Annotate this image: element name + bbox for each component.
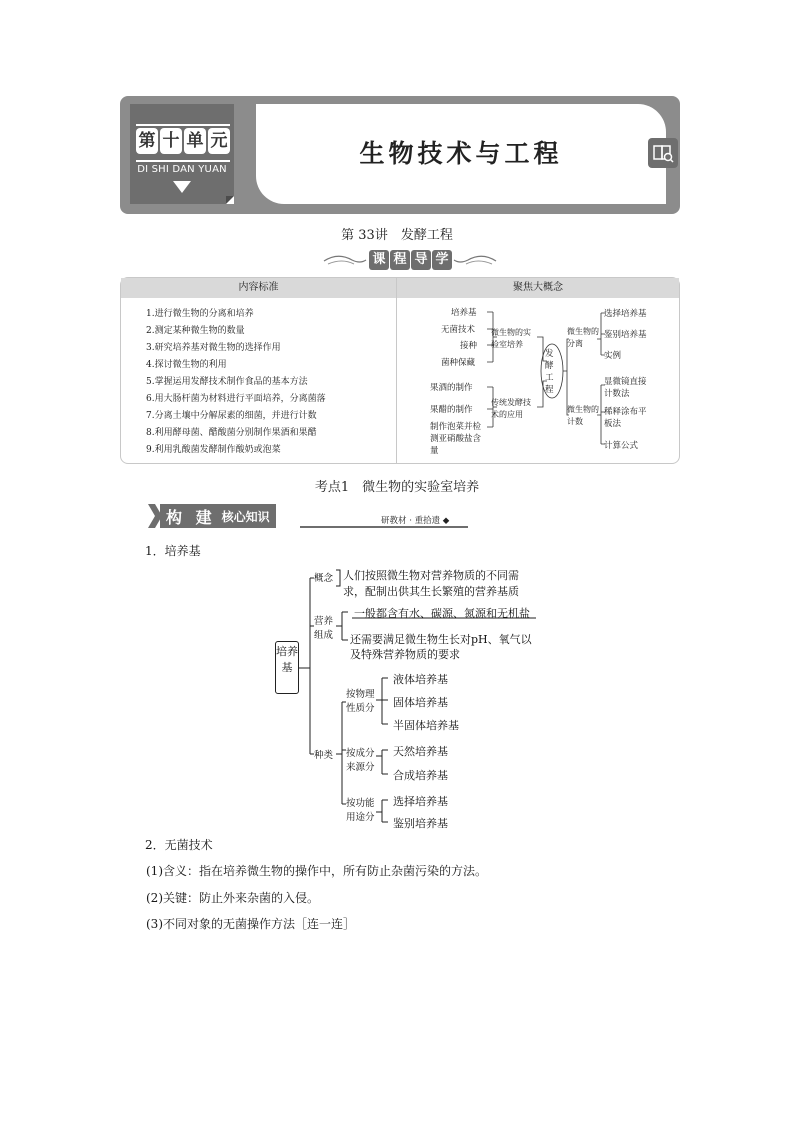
function-item: 鉴别培养基	[393, 817, 448, 830]
down-arrow-icon	[173, 181, 191, 193]
map-item: 显微镜直接计数法	[604, 377, 647, 399]
guide-char: 课	[369, 250, 389, 270]
by-source-label: 按成分来源分	[346, 748, 375, 773]
unit-char: 十	[160, 128, 182, 154]
list-item: 6.用大肠杆菌为材料进行平面培养，分离菌落	[146, 394, 326, 404]
section-title: 考点1 微生物的实验室培养	[314, 480, 480, 495]
map-item: 制作泡菜并检测亚硝酸盐含量	[430, 422, 482, 456]
culture-medium-root: 培养基	[275, 641, 299, 694]
key-paragraph: (2)关键：防止外来杂菌的入侵。	[146, 891, 319, 905]
build-small-label: 核心知识	[221, 509, 270, 524]
definition-paragraph: (1)含义：指在培养微生物的操作中，所有防止杂菌污染的方法。	[146, 864, 488, 878]
list-item: 7.分离土壤中分解尿素的细菌，并进行计数	[146, 411, 317, 421]
build-knowledge-heading	[160, 504, 276, 528]
map-item: 无菌技术	[441, 325, 476, 335]
nutrition-basic: 一般都含有水、碳源、氮源和无机盐	[354, 607, 530, 620]
heading-aseptic-technique: 2．无菌技术	[145, 838, 213, 852]
map-item: 果酒的制作	[430, 383, 473, 393]
list-item: 8.利用酵母菌、醋酸菌分别制作果酒和果醋	[146, 428, 317, 438]
methods-paragraph: (3)不同对象的无菌操作方法［连一连］	[146, 917, 355, 931]
function-item: 选择培养基	[393, 795, 448, 808]
unit-char: 元	[208, 128, 230, 154]
guide-char: 导	[411, 250, 431, 270]
source-item: 合成培养基	[393, 769, 448, 782]
list-item: 1.进行微生物的分离和培养	[146, 309, 254, 319]
build-note: 研教材 · 重拾遗 ◆	[381, 516, 450, 526]
unit-top-rule	[136, 124, 230, 126]
map-node-traditional: 传统发酵技术的应用	[491, 398, 531, 419]
kinds-label: 种类	[314, 750, 334, 761]
map-item: 接种	[460, 341, 478, 351]
source-item: 天然培养基	[393, 745, 448, 758]
guide-char: 程	[390, 250, 410, 270]
physical-item: 半固体培养基	[393, 719, 459, 732]
nutrition-extra-1: 还需要满足微生物生长对pH、氧气以	[350, 633, 532, 646]
map-item: 果醋的制作	[430, 405, 473, 415]
list-item: 9.利用乳酸菌发酵制作酸奶或泡菜	[146, 445, 281, 455]
map-item: 稀释涂布平板法	[604, 407, 647, 429]
by-physical-label: 按物理性质分	[346, 689, 375, 714]
concept-text-2: 求，配制出供其生长繁殖的营养基质	[343, 585, 519, 598]
list-item: 3.研究培养基对微生物的选择作用	[146, 343, 281, 353]
book-search-icon	[648, 138, 678, 168]
by-function-label: 按功能用途分	[346, 798, 375, 823]
map-node-counting: 微生物的计数	[567, 405, 599, 426]
nutrition-label: 营养组成	[314, 616, 334, 641]
map-node-lab-culture: 微生物的实验室培养	[491, 328, 531, 349]
unit-pinyin: DI SHI DAN YUAN	[137, 164, 227, 175]
concept-text-1	[343, 567, 519, 583]
concept-line: 人们按照微生物对营养物质的不同需	[343, 569, 519, 582]
unit-char: 单	[184, 128, 206, 154]
map-item: 培养基	[451, 308, 477, 318]
map-node-separation: 微生物的分离	[567, 327, 599, 348]
concept-label: 概念	[314, 573, 334, 584]
list-item: 2.测定某种微生物的数量	[146, 326, 245, 336]
unit-label	[136, 128, 230, 156]
map-item: 菌种保藏	[441, 358, 476, 368]
nutrition-extra-2: 及特殊营养物质的要求	[350, 648, 460, 661]
guide-char: 学	[432, 250, 452, 270]
map-center: 发酵工程	[545, 349, 554, 395]
physical-item: 固体培养基	[393, 696, 448, 709]
list-item: 5.掌握运用发酵技术制作食品的基本方法	[146, 377, 308, 387]
unit-title: 生物技术与工程	[359, 139, 563, 168]
physical-item: 液体培养基	[393, 673, 448, 686]
content-standards-list	[146, 306, 391, 459]
unit-char: 第	[136, 128, 158, 154]
content-standards-header: 内容标准	[121, 278, 396, 298]
build-big-label: 构 建	[166, 507, 216, 527]
big-concepts-header: 聚焦大概念	[397, 278, 679, 298]
map-item: 选择培养基	[604, 309, 647, 319]
heading-culture-medium: 1．培养基	[145, 544, 201, 558]
list-item: 4.探讨微生物的利用	[146, 360, 227, 370]
unit-bottom-rule	[136, 160, 230, 162]
map-item: 实例	[604, 351, 622, 361]
map-item: 计算公式	[604, 441, 639, 451]
corner-fold-icon	[226, 196, 234, 204]
course-guide-heading	[369, 250, 452, 270]
lecture-title: 第 33讲 发酵工程	[341, 228, 453, 243]
heading-rule	[300, 526, 468, 528]
map-item: 鉴别培养基	[604, 330, 647, 340]
